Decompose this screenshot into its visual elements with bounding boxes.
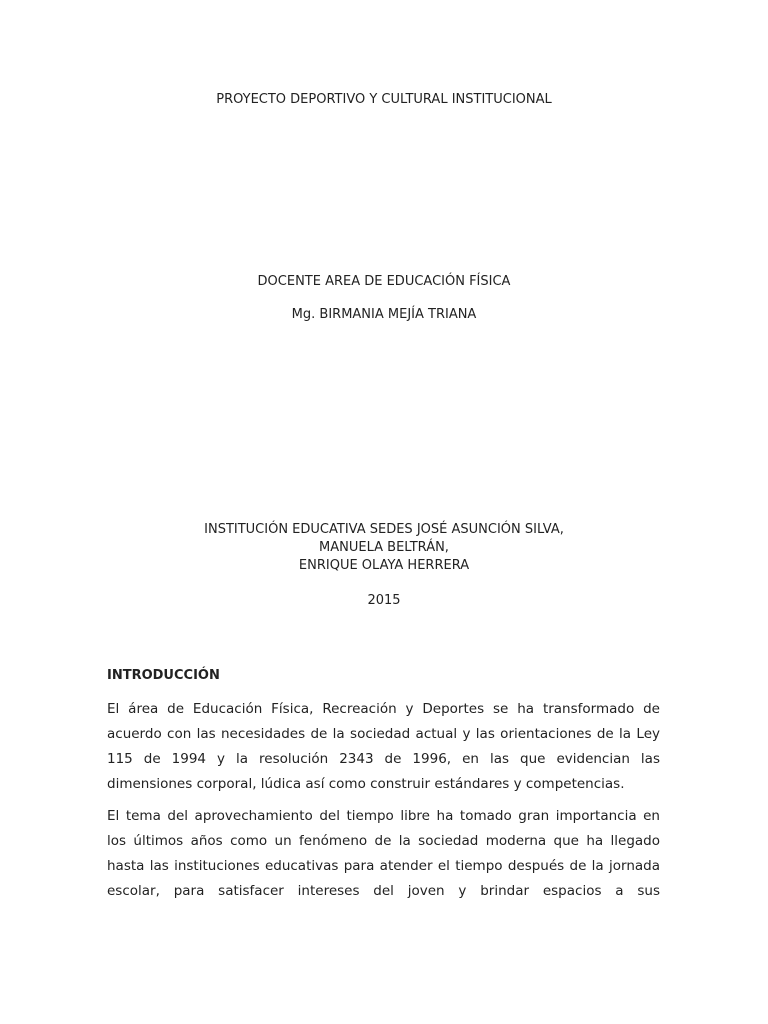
paragraph-line: El tema del aprovechamiento del tiempo libre ha tomado gran importancia en bbox=[107, 808, 660, 824]
institution-line: ENRIQUE OLAYA HERRERA bbox=[298, 558, 470, 573]
paragraph-line: El área de Educación Física, Recreación y Deportes se ha transformado de bbox=[107, 701, 660, 717]
paragraph-1 bbox=[107, 697, 660, 797]
paragraph-line: hasta las instituciones educativas para atender el tiempo después de la jornada bbox=[107, 858, 660, 874]
paragraph-line: escolar, para satisfacer intereses del joven y brindar espacios a sus bbox=[107, 883, 660, 899]
document-title: PROYECTO DEPORTIVO Y CULTURAL INSTITUCIONAL bbox=[216, 92, 552, 107]
document-year: 2015 bbox=[367, 593, 401, 608]
paragraph-line: acuerdo con las necesidades de la sociedad actual y las orientaciones de la Ley bbox=[107, 726, 660, 742]
teacher-role: DOCENTE AREA DE EDUCACIÓN FÍSICA bbox=[257, 274, 511, 289]
institution-line: INSTITUCIÓN EDUCATIVA SEDES JOSÉ ASUNCIÓN SILVA, bbox=[204, 522, 564, 537]
paragraph-line: dimensiones corporal, lúdica así como construir estándares y competencias. bbox=[107, 776, 625, 792]
author-name: Mg. BIRMANIA MEJÍA TRIANA bbox=[291, 307, 477, 322]
paragraph-line: los últimos años como un fenómeno de la sociedad moderna que ha llegado bbox=[107, 833, 660, 849]
paragraph-line: 115 de 1994 y la resolución 2343 de 1996, en las que evidencian las bbox=[107, 751, 660, 767]
institution-line: MANUELA BELTRÁN, bbox=[319, 540, 449, 555]
institution-block bbox=[0, 521, 768, 575]
paragraph-2 bbox=[107, 804, 660, 904]
section-heading: INTRODUCCIÓN bbox=[107, 668, 220, 683]
